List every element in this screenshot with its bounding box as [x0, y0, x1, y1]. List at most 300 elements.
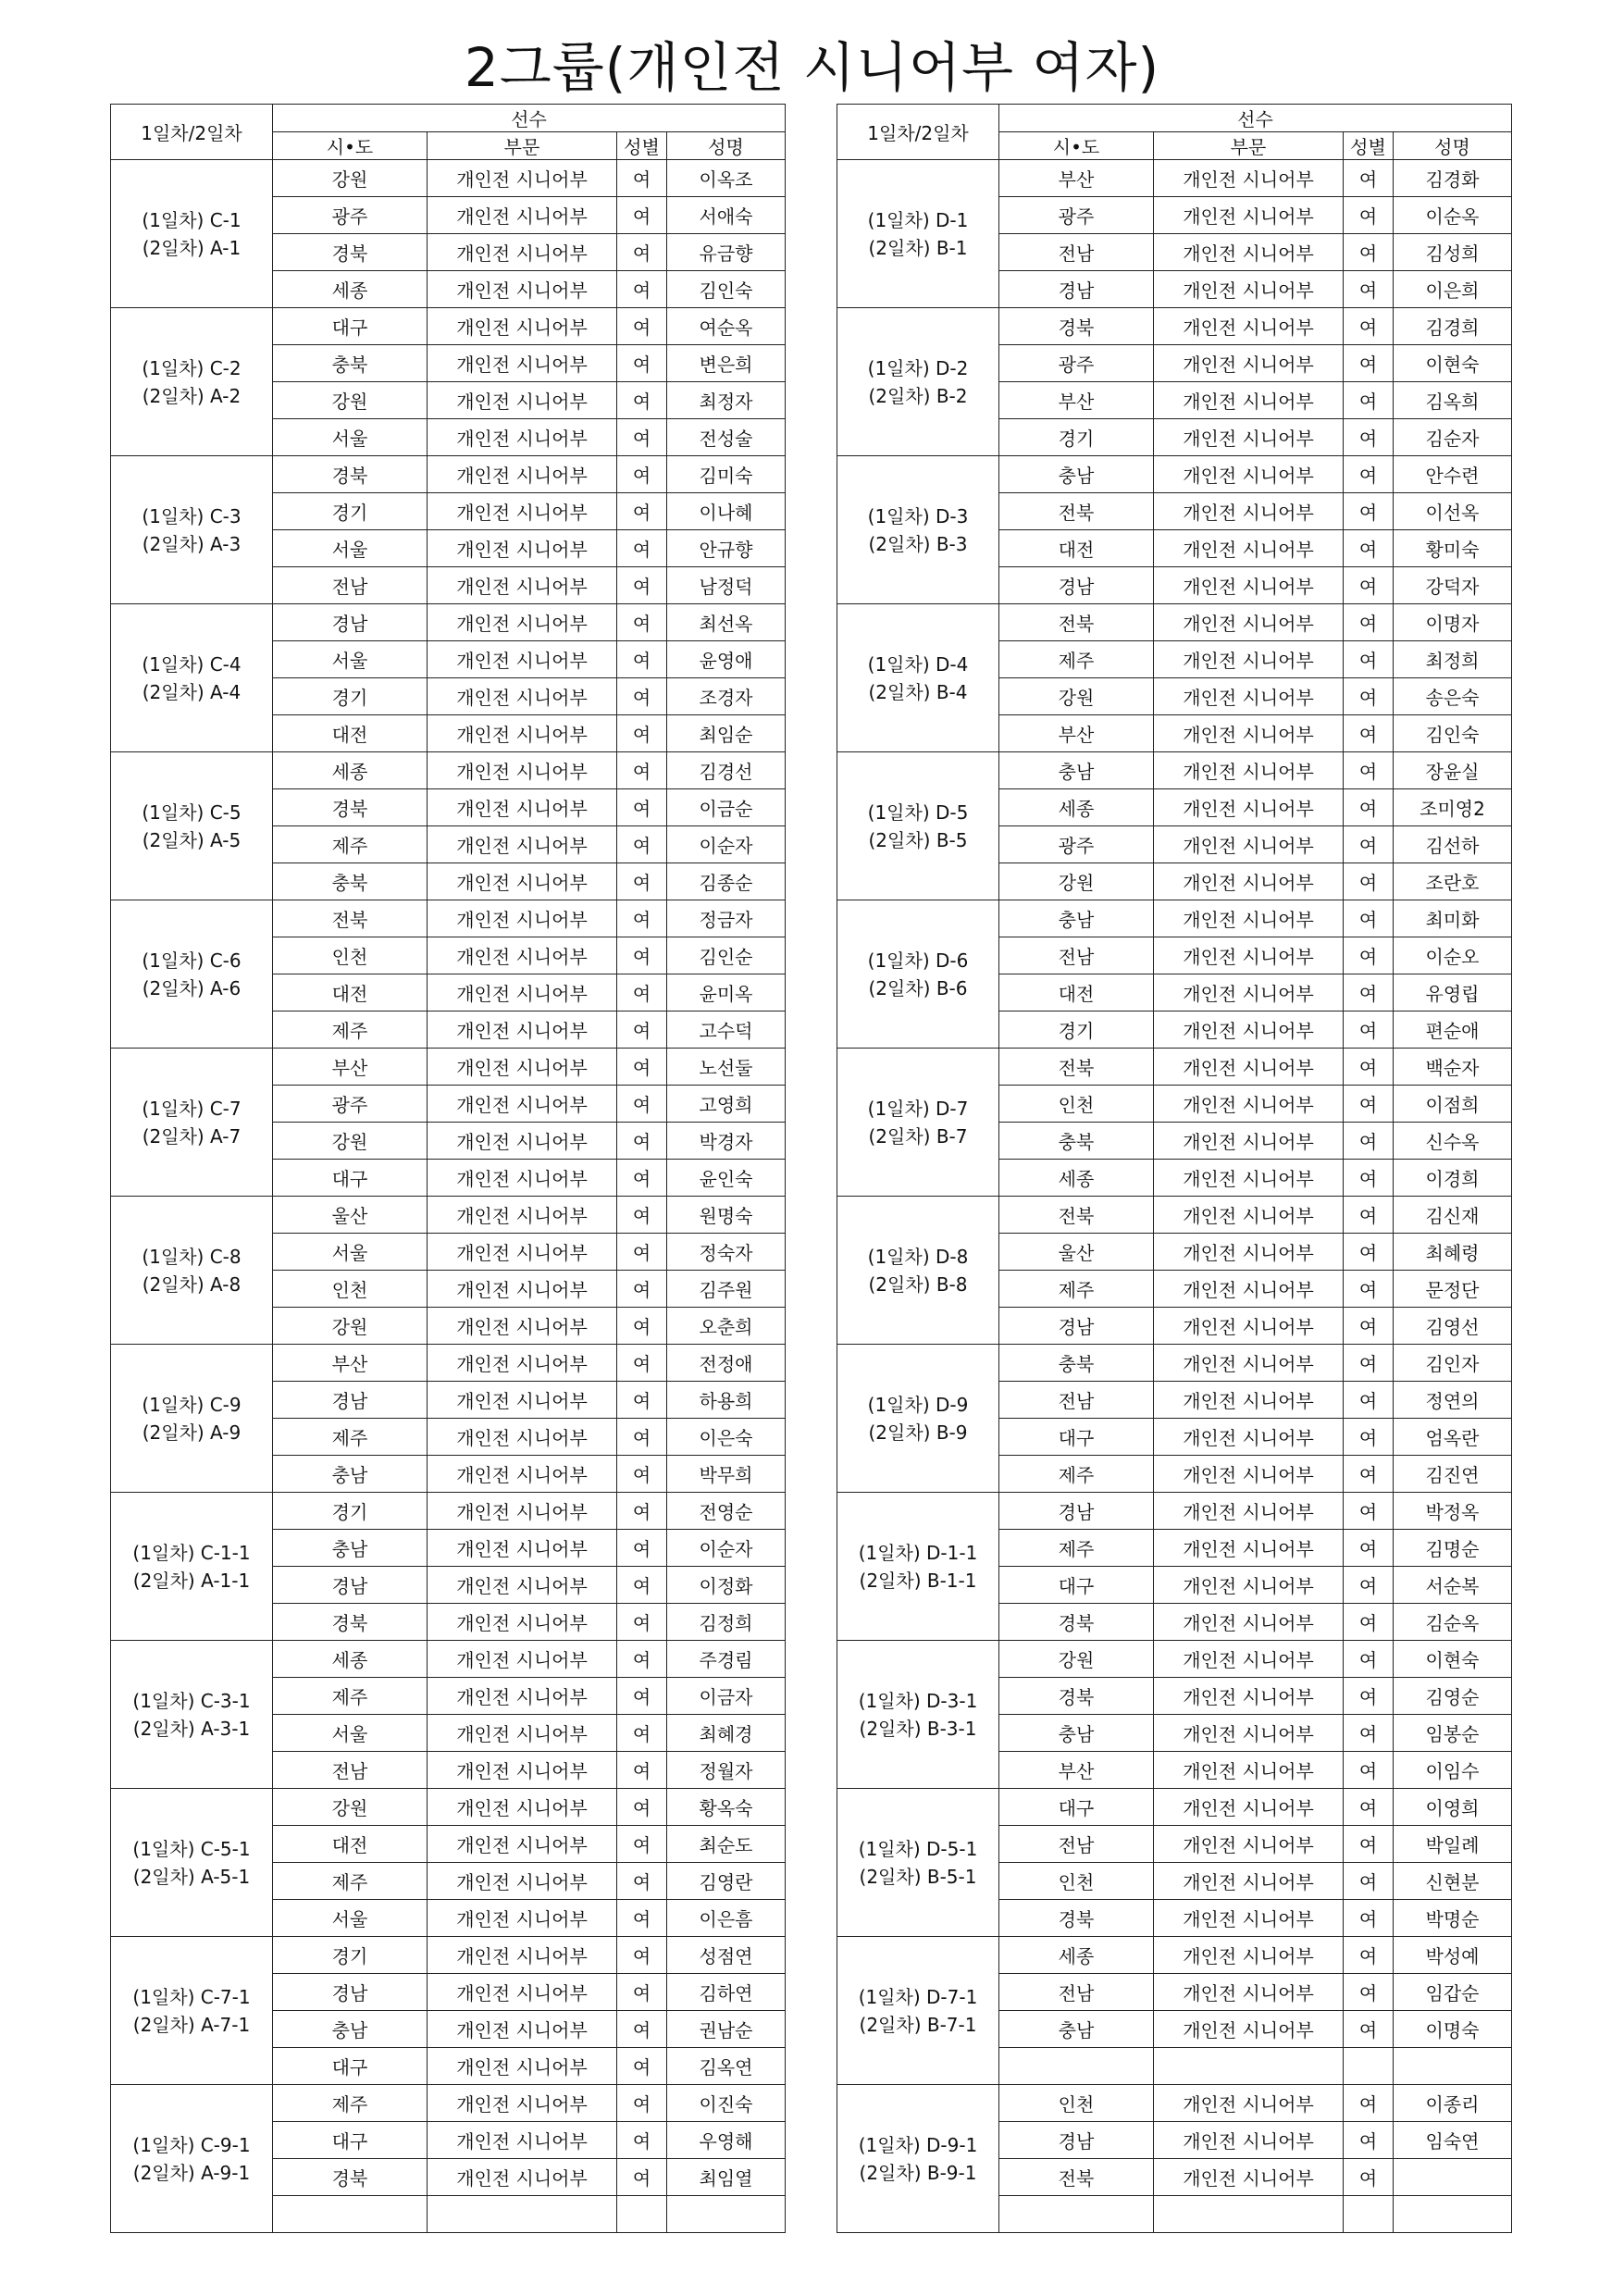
cell-gender: 여	[1344, 271, 1394, 308]
cell-division: 개인전 시니어부	[428, 1345, 617, 1382]
cell-name: 김하연	[667, 1974, 786, 2011]
cell-division: 개인전 시니어부	[428, 419, 617, 456]
group-day2-label: (2일차) B-1-1	[859, 1569, 977, 1592]
cell-name: 이현숙	[1394, 1641, 1512, 1678]
table-row	[111, 1197, 786, 1234]
cell-name: 주경림	[667, 1641, 786, 1678]
cell-gender: 여	[617, 1604, 667, 1641]
cell-division: 개인전 시니어부	[428, 1160, 617, 1197]
roster-body	[111, 160, 786, 2233]
table-row	[837, 1197, 1512, 1234]
cell-gender: 여	[1344, 1419, 1394, 1456]
cell-division: 개인전 시니어부	[428, 197, 617, 234]
cell-division	[1154, 2048, 1344, 2085]
cell-division: 개인전 시니어부	[1154, 1641, 1344, 1678]
cell-division: 개인전 시니어부	[428, 1493, 617, 1530]
cell-gender: 여	[617, 308, 667, 345]
cell-name: 김종순	[667, 863, 786, 900]
cell-sido: 세종	[999, 789, 1154, 826]
cell-division: 개인전 시니어부	[428, 2122, 617, 2159]
cell-name: 이선옥	[1394, 493, 1512, 530]
cell-sido: 경남	[999, 2122, 1154, 2159]
cell-gender: 여	[617, 1789, 667, 1826]
cell-name: 김경화	[1394, 160, 1512, 197]
cell-name: 박무희	[667, 1456, 786, 1493]
cell-gender: 여	[1344, 826, 1394, 863]
cell-gender: 여	[1344, 974, 1394, 1011]
cell-gender: 여	[1344, 1974, 1394, 2011]
group-day1-label: (1일차) C-6	[142, 949, 242, 972]
cell-sido: 전북	[999, 2159, 1154, 2196]
header-division: 부문	[428, 132, 617, 160]
cell-division: 개인전 시니어부	[1154, 345, 1344, 382]
cell-sido: 전북	[999, 493, 1154, 530]
cell-sido: 서울	[273, 1234, 428, 1271]
group-label	[111, 1937, 273, 2085]
cell-name: 신현분	[1394, 1863, 1512, 1900]
cell-sido: 경남	[999, 271, 1154, 308]
cell-sido: 부산	[999, 715, 1154, 752]
table-row	[111, 604, 786, 641]
cell-sido: 인천	[999, 1863, 1154, 1900]
cell-gender: 여	[617, 160, 667, 197]
cell-division: 개인전 시니어부	[428, 382, 617, 419]
cell-name: 정금자	[667, 900, 786, 937]
group-label	[837, 1937, 999, 2085]
cell-division: 개인전 시니어부	[1154, 1937, 1344, 1974]
cell-division: 개인전 시니어부	[428, 789, 617, 826]
cell-gender: 여	[617, 1715, 667, 1752]
cell-sido: 경남	[999, 1493, 1154, 1530]
cell-name: 강덕자	[1394, 567, 1512, 604]
cell-name: 최임순	[667, 715, 786, 752]
cell-name: 최혜령	[1394, 1234, 1512, 1271]
cell-sido: 경남	[273, 1974, 428, 2011]
cell-division: 개인전 시니어부	[428, 937, 617, 974]
cell-name: 이순자	[667, 826, 786, 863]
table-row	[111, 308, 786, 345]
cell-name: 김옥연	[667, 2048, 786, 2085]
cell-sido: 충남	[999, 2011, 1154, 2048]
cell-sido: 경기	[273, 1493, 428, 1530]
cell-name: 엄옥란	[1394, 1419, 1512, 1456]
cell-gender: 여	[617, 1752, 667, 1789]
cell-name: 김인숙	[1394, 715, 1512, 752]
cell-name: 고수덕	[667, 1011, 786, 1049]
cell-gender: 여	[617, 1456, 667, 1493]
group-day2-label: (2일차) A-5-1	[132, 1865, 251, 1888]
cell-sido	[273, 2196, 428, 2233]
group-day2-label: (2일차) A-9	[142, 1421, 242, 1444]
cell-division: 개인전 시니어부	[428, 1567, 617, 1604]
cell-division: 개인전 시니어부	[428, 160, 617, 197]
cell-sido: 부산	[999, 160, 1154, 197]
cell-division: 개인전 시니어부	[1154, 493, 1344, 530]
cell-name: 김순옥	[1394, 1604, 1512, 1641]
cell-name: 윤인숙	[667, 1160, 786, 1197]
cell-name: 김옥희	[1394, 382, 1512, 419]
cell-gender: 여	[1344, 530, 1394, 567]
cell-name: 이금자	[667, 1678, 786, 1715]
cell-name: 최정자	[667, 382, 786, 419]
cell-gender: 여	[617, 1197, 667, 1234]
group-day2-label: (2일차) B-7-1	[859, 2013, 977, 2036]
cell-sido: 부산	[999, 1752, 1154, 1789]
cell-gender: 여	[1344, 900, 1394, 937]
cell-sido: 충북	[999, 1345, 1154, 1382]
cell-sido: 경북	[999, 1604, 1154, 1641]
cell-division: 개인전 시니어부	[1154, 419, 1344, 456]
cell-gender: 여	[617, 1086, 667, 1123]
group-day1-label: (1일차) D-6	[867, 949, 969, 972]
cell-division: 개인전 시니어부	[428, 974, 617, 1011]
cell-division: 개인전 시니어부	[1154, 604, 1344, 641]
cell-sido: 충북	[999, 1123, 1154, 1160]
cell-gender: 여	[1344, 456, 1394, 493]
cell-division: 개인전 시니어부	[1154, 1123, 1344, 1160]
cell-gender: 여	[1344, 752, 1394, 789]
cell-division: 개인전 시니어부	[428, 900, 617, 937]
cell-name: 박정옥	[1394, 1493, 1512, 1530]
cell-division: 개인전 시니어부	[1154, 382, 1344, 419]
group-label	[111, 900, 273, 1049]
cell-gender: 여	[617, 863, 667, 900]
roster-table-left	[110, 104, 786, 2233]
cell-gender: 여	[617, 937, 667, 974]
group-day2-label: (2일차) A-7	[142, 1124, 242, 1148]
cell-sido: 강원	[273, 1308, 428, 1345]
cell-division: 개인전 시니어부	[1154, 1345, 1344, 1382]
cell-name: 백순자	[1394, 1049, 1512, 1086]
cell-sido: 전남	[999, 234, 1154, 271]
cell-sido: 제주	[273, 1863, 428, 1900]
cell-division: 개인전 시니어부	[1154, 715, 1344, 752]
cell-sido: 경북	[999, 308, 1154, 345]
cell-gender: 여	[617, 234, 667, 271]
cell-division: 개인전 시니어부	[428, 234, 617, 271]
header-name: 성명	[1394, 132, 1512, 160]
cell-division: 개인전 시니어부	[428, 715, 617, 752]
cell-division: 개인전 시니어부	[1154, 530, 1344, 567]
header-day: 1일차/2일차	[837, 105, 999, 160]
table-row	[837, 1049, 1512, 1086]
cell-division: 개인전 시니어부	[1154, 974, 1344, 1011]
cell-gender: 여	[617, 752, 667, 789]
cell-gender: 여	[1344, 1160, 1394, 1197]
group-day1-label: (1일차) C-9-1	[132, 2133, 251, 2156]
group-day1-label: (1일차) D-7-1	[858, 1985, 978, 2008]
group-day2-label: (2일차) A-3-1	[132, 1717, 251, 1740]
cell-name: 안수련	[1394, 456, 1512, 493]
cell-name: 이순자	[667, 1530, 786, 1567]
cell-division: 개인전 시니어부	[428, 1530, 617, 1567]
cell-gender: 여	[1344, 1789, 1394, 1826]
group-day1-label: (1일차) C-1-1	[132, 1541, 251, 1564]
cell-sido: 대구	[999, 1419, 1154, 1456]
cell-gender: 여	[617, 604, 667, 641]
group-label	[111, 1641, 273, 1789]
cell-name: 하용희	[667, 1382, 786, 1419]
cell-sido: 인천	[273, 1271, 428, 1308]
cell-name: 오춘희	[667, 1308, 786, 1345]
cell-division: 개인전 시니어부	[1154, 1086, 1344, 1123]
cell-sido: 경북	[273, 789, 428, 826]
cell-division: 개인전 시니어부	[1154, 900, 1344, 937]
cell-sido: 경북	[273, 456, 428, 493]
cell-gender: 여	[1344, 234, 1394, 271]
table-row	[111, 1493, 786, 1530]
cell-gender: 여	[1344, 715, 1394, 752]
cell-name: 이현숙	[1394, 345, 1512, 382]
cell-division: 개인전 시니어부	[1154, 567, 1344, 604]
cell-gender: 여	[1344, 1345, 1394, 1382]
group-day2-label: (2일차) A-1-1	[132, 1569, 251, 1592]
cell-division: 개인전 시니어부	[428, 1715, 617, 1752]
group-day1-label: (1일차) C-5-1	[132, 1837, 251, 1860]
cell-gender: 여	[1344, 308, 1394, 345]
cell-division: 개인전 시니어부	[1154, 1530, 1344, 1567]
table-row	[111, 160, 786, 197]
header-player: 선수	[273, 105, 786, 132]
cell-gender: 여	[617, 2048, 667, 2085]
table-row	[837, 1789, 1512, 1826]
group-day2-label: (2일차) B-9-1	[859, 2161, 977, 2184]
cell-sido: 강원	[273, 1123, 428, 1160]
cell-sido: 전북	[273, 900, 428, 937]
cell-sido: 대구	[273, 308, 428, 345]
cell-gender: 여	[1344, 1826, 1394, 1863]
table-row	[837, 604, 1512, 641]
cell-sido	[999, 2196, 1154, 2233]
cell-gender: 여	[1344, 789, 1394, 826]
roster-table-right	[837, 104, 1512, 2233]
group-label	[111, 1345, 273, 1493]
cell-division: 개인전 시니어부	[1154, 1234, 1344, 1271]
group-day1-label: (1일차) C-2	[142, 356, 242, 379]
cell-name: 김순자	[1394, 419, 1512, 456]
cell-gender: 여	[617, 1234, 667, 1271]
group-day2-label: (2일차) A-8	[142, 1272, 242, 1296]
cell-name: 정월자	[667, 1752, 786, 1789]
cell-name: 전성술	[667, 419, 786, 456]
cell-name: 김인순	[667, 937, 786, 974]
group-label	[111, 1493, 273, 1641]
cell-name: 이영희	[1394, 1789, 1512, 1826]
cell-division: 개인전 시니어부	[1154, 1308, 1344, 1345]
group-label	[837, 1641, 999, 1789]
cell-gender: 여	[617, 900, 667, 937]
cell-name: 이정화	[667, 1567, 786, 1604]
cell-gender: 여	[1344, 2011, 1394, 2048]
cell-gender: 여	[1344, 160, 1394, 197]
cell-division: 개인전 시니어부	[1154, 937, 1344, 974]
cell-division: 개인전 시니어부	[1154, 271, 1344, 308]
cell-name: 이은숙	[667, 1419, 786, 1456]
cell-sido: 경남	[273, 1382, 428, 1419]
cell-sido: 전북	[999, 1049, 1154, 1086]
cell-gender	[1344, 2196, 1394, 2233]
group-label	[837, 160, 999, 308]
table-row	[837, 2085, 1512, 2122]
cell-sido: 경북	[273, 234, 428, 271]
cell-name: 박성예	[1394, 1937, 1512, 1974]
cell-gender: 여	[1344, 1456, 1394, 1493]
group-day2-label: (2일차) B-2	[868, 384, 968, 407]
cell-name: 이임수	[1394, 1752, 1512, 1789]
table-row	[837, 1493, 1512, 1530]
cell-sido: 충남	[273, 1456, 428, 1493]
cell-sido: 세종	[273, 1641, 428, 1678]
cell-gender: 여	[1344, 1900, 1394, 1937]
cell-name: 최임열	[667, 2159, 786, 2196]
cell-division: 개인전 시니어부	[1154, 1493, 1344, 1530]
cell-sido: 전북	[999, 604, 1154, 641]
cell-gender: 여	[617, 493, 667, 530]
cell-gender: 여	[617, 1530, 667, 1567]
cell-name: 박명순	[1394, 1900, 1512, 1937]
cell-division: 개인전 시니어부	[428, 604, 617, 641]
cell-division: 개인전 시니어부	[1154, 2122, 1344, 2159]
cell-sido: 서울	[273, 530, 428, 567]
cell-division: 개인전 시니어부	[1154, 1011, 1344, 1049]
table-row	[837, 752, 1512, 789]
table-row	[111, 1937, 786, 1974]
cell-gender: 여	[617, 1011, 667, 1049]
cell-division: 개인전 시니어부	[1154, 1271, 1344, 1308]
cell-gender: 여	[617, 1160, 667, 1197]
cell-sido: 충남	[999, 1715, 1154, 1752]
cell-name	[1394, 2196, 1512, 2233]
table-row	[837, 160, 1512, 197]
cell-division: 개인전 시니어부	[1154, 1604, 1344, 1641]
cell-sido: 인천	[273, 937, 428, 974]
cell-name: 김주원	[667, 1271, 786, 1308]
cell-gender: 여	[617, 1826, 667, 1863]
page-title: 2그룹(개인전 시니어부 여자)	[464, 36, 1160, 99]
cell-gender: 여	[617, 530, 667, 567]
cell-sido: 경기	[999, 1011, 1154, 1049]
cell-division: 개인전 시니어부	[428, 2048, 617, 2085]
header-player: 선수	[999, 105, 1512, 132]
cell-gender: 여	[1344, 678, 1394, 715]
cell-sido: 제주	[999, 1271, 1154, 1308]
cell-name	[1394, 2048, 1512, 2085]
cell-division: 개인전 시니어부	[1154, 197, 1344, 234]
cell-sido: 충남	[999, 752, 1154, 789]
group-label	[111, 1049, 273, 1197]
cell-gender: 여	[617, 1678, 667, 1715]
cell-name: 김정희	[667, 1604, 786, 1641]
cell-sido: 대전	[273, 715, 428, 752]
cell-sido: 강원	[999, 863, 1154, 900]
cell-division: 개인전 시니어부	[1154, 234, 1344, 271]
cell-gender: 여	[617, 678, 667, 715]
group-label	[837, 1493, 999, 1641]
group-label	[111, 1197, 273, 1345]
group-day1-label: (1일차) D-9	[867, 1393, 969, 1416]
cell-sido: 울산	[999, 1234, 1154, 1271]
cell-sido: 전남	[999, 937, 1154, 974]
cell-sido: 제주	[273, 826, 428, 863]
cell-sido: 강원	[999, 678, 1154, 715]
cell-gender: 여	[1344, 1678, 1394, 1715]
group-day1-label: (1일차) D-8	[867, 1245, 969, 1268]
cell-sido: 제주	[273, 2085, 428, 2122]
group-day1-label: (1일차) C-5	[142, 800, 242, 824]
cell-name: 이순옥	[1394, 197, 1512, 234]
cell-name: 성점연	[667, 1937, 786, 1974]
cell-sido: 강원	[273, 160, 428, 197]
cell-division: 개인전 시니어부	[428, 1974, 617, 2011]
cell-name: 우영해	[667, 2122, 786, 2159]
cell-division	[1154, 2196, 1344, 2233]
cell-gender: 여	[1344, 1382, 1394, 1419]
group-label	[111, 2085, 273, 2233]
group-day1-label: (1일차) C-3-1	[132, 1689, 251, 1712]
cell-division: 개인전 시니어부	[1154, 160, 1344, 197]
cell-gender: 여	[617, 1271, 667, 1308]
cell-sido: 울산	[273, 1197, 428, 1234]
cell-name: 문정단	[1394, 1271, 1512, 1308]
cell-sido: 강원	[273, 382, 428, 419]
cell-name: 고영희	[667, 1086, 786, 1123]
cell-gender: 여	[617, 197, 667, 234]
cell-division: 개인전 시니어부	[1154, 826, 1344, 863]
cell-division: 개인전 시니어부	[428, 1752, 617, 1789]
cell-sido: 대전	[273, 1826, 428, 1863]
cell-sido: 대구	[999, 1567, 1154, 1604]
group-day1-label: (1일차) D-5-1	[858, 1837, 978, 1860]
header-gender: 성별	[617, 132, 667, 160]
group-day1-label: (1일차) D-2	[867, 356, 969, 379]
cell-division: 개인전 시니어부	[1154, 789, 1344, 826]
cell-sido: 제주	[273, 1419, 428, 1456]
cell-name: 이명자	[1394, 604, 1512, 641]
group-label	[111, 308, 273, 456]
cell-name: 신수옥	[1394, 1123, 1512, 1160]
cell-gender: 여	[617, 2122, 667, 2159]
group-day2-label: (2일차) B-4	[868, 680, 968, 703]
cell-sido: 충남	[999, 456, 1154, 493]
cell-sido: 서울	[273, 1900, 428, 1937]
cell-gender: 여	[1344, 1197, 1394, 1234]
cell-gender: 여	[1344, 1604, 1394, 1641]
cell-gender: 여	[617, 789, 667, 826]
cell-division: 개인전 시니어부	[428, 493, 617, 530]
cell-sido: 광주	[999, 197, 1154, 234]
group-day2-label: (2일차) A-6	[142, 976, 242, 999]
cell-gender: 여	[1344, 197, 1394, 234]
cell-gender: 여	[1344, 419, 1394, 456]
cell-gender: 여	[1344, 1123, 1394, 1160]
cell-division: 개인전 시니어부	[1154, 456, 1344, 493]
group-label	[837, 900, 999, 1049]
cell-gender: 여	[1344, 604, 1394, 641]
cell-division: 개인전 시니어부	[1154, 1567, 1344, 1604]
cell-gender: 여	[1344, 1567, 1394, 1604]
cell-sido: 경북	[999, 1900, 1154, 1937]
cell-name	[667, 2196, 786, 2233]
cell-division: 개인전 시니어부	[1154, 752, 1344, 789]
cell-name	[1394, 2159, 1512, 2196]
cell-division: 개인전 시니어부	[1154, 1678, 1344, 1715]
group-day1-label: (1일차) C-7	[142, 1097, 242, 1120]
cell-name: 여순옥	[667, 308, 786, 345]
cell-name: 이은흠	[667, 1900, 786, 1937]
table-row	[111, 752, 786, 789]
cell-name: 이금순	[667, 789, 786, 826]
cell-sido: 세종	[273, 752, 428, 789]
